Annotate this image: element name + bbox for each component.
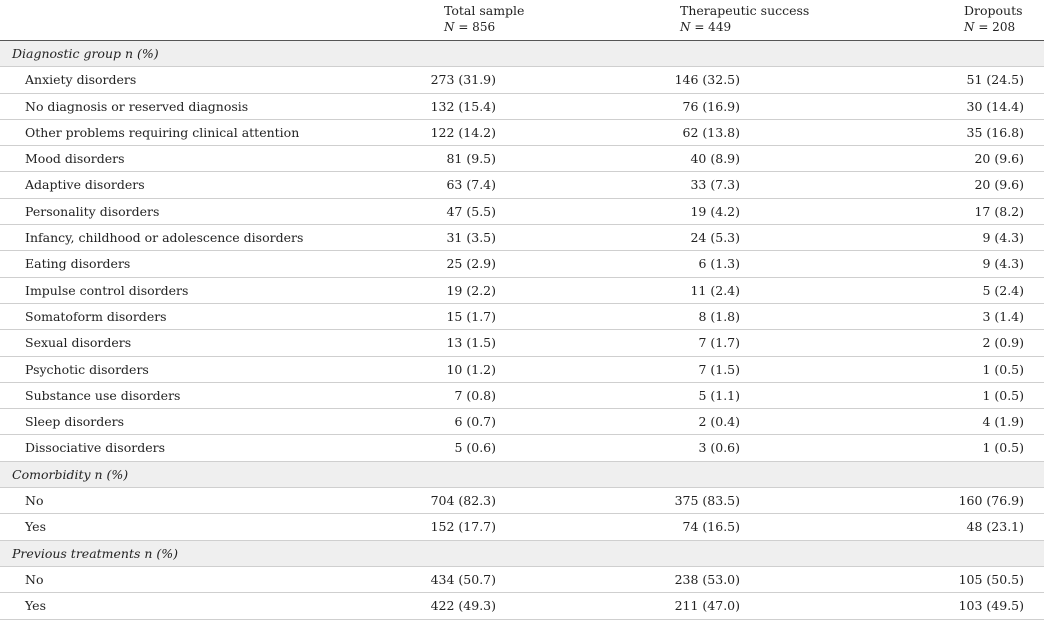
table-row bbox=[0, 94, 1044, 120]
section-title: Comorbidity n (%) bbox=[12, 466, 129, 482]
row-label: Eating disorders bbox=[25, 256, 131, 272]
cell-total-sample: 6 (0.7) bbox=[454, 414, 496, 430]
row-label: Psychotic disorders bbox=[25, 361, 149, 377]
table-row bbox=[0, 409, 1044, 435]
cell-dropouts: 160 (76.9) bbox=[958, 493, 1024, 509]
cell-dropouts: 4 (1.9) bbox=[982, 414, 1024, 430]
header-total-n: N = 856 bbox=[444, 20, 496, 34]
cell-therapeutic-success: 24 (5.3) bbox=[690, 230, 740, 246]
cell-therapeutic-success: 375 (83.5) bbox=[674, 493, 740, 509]
cell-dropouts: 105 (50.5) bbox=[958, 571, 1024, 587]
cell-total-sample: 10 (1.2) bbox=[446, 361, 496, 377]
table-body bbox=[0, 41, 1044, 620]
cell-total-sample: 422 (49.3) bbox=[430, 598, 496, 614]
row-label: No diagnosis or reserved diagnosis bbox=[25, 98, 249, 114]
cell-therapeutic-success: 11 (2.4) bbox=[690, 282, 740, 298]
cell-dropouts: 1 (0.5) bbox=[982, 361, 1024, 377]
header-dropouts-n: N = 208 bbox=[964, 20, 1016, 34]
cell-dropouts: 1 (0.5) bbox=[982, 440, 1024, 456]
table-row bbox=[0, 488, 1044, 514]
row-label: Yes bbox=[25, 598, 46, 614]
header-total-sample bbox=[444, 3, 524, 35]
cell-total-sample: 25 (2.9) bbox=[446, 256, 496, 272]
cell-total-sample: 47 (5.5) bbox=[446, 203, 496, 219]
cell-total-sample: 13 (1.5) bbox=[446, 335, 496, 351]
cell-therapeutic-success: 2 (0.4) bbox=[698, 414, 740, 430]
section-title: Previous treatments n (%) bbox=[12, 545, 179, 561]
table-row bbox=[0, 330, 1044, 356]
section-title: Diagnostic group n (%) bbox=[12, 46, 159, 61]
row-label: No bbox=[25, 493, 44, 509]
row-label: Dissociative disorders bbox=[25, 440, 165, 456]
header-therapeutic-success bbox=[680, 3, 809, 35]
cell-dropouts: 103 (49.5) bbox=[958, 598, 1024, 614]
row-label: Anxiety disorders bbox=[25, 72, 137, 88]
table-row bbox=[0, 593, 1044, 619]
cell-dropouts: 20 (9.6) bbox=[974, 177, 1024, 193]
cell-total-sample: 7 (0.8) bbox=[454, 387, 496, 403]
cell-therapeutic-success: 40 (8.9) bbox=[690, 151, 740, 167]
row-label: Infancy, childhood or adolescence disorders bbox=[25, 230, 304, 246]
table-row bbox=[0, 120, 1044, 146]
cell-dropouts: 9 (4.3) bbox=[982, 230, 1024, 246]
table-row bbox=[0, 357, 1044, 383]
cell-dropouts: 35 (16.8) bbox=[966, 124, 1024, 140]
cell-therapeutic-success: 238 (53.0) bbox=[674, 571, 740, 587]
cell-therapeutic-success: 62 (13.8) bbox=[682, 124, 740, 140]
cell-therapeutic-success: 5 (1.1) bbox=[698, 387, 740, 403]
table-row bbox=[0, 225, 1044, 251]
row-label: Other problems requiring clinical attention bbox=[25, 124, 300, 140]
cell-total-sample: 704 (82.3) bbox=[430, 493, 496, 509]
table-row bbox=[0, 435, 1044, 461]
cell-total-sample: 434 (50.7) bbox=[430, 571, 496, 587]
cell-total-sample: 63 (7.4) bbox=[446, 177, 496, 193]
row-label: Personality disorders bbox=[25, 203, 160, 219]
row-label: Yes bbox=[25, 519, 46, 535]
table-row bbox=[0, 251, 1044, 277]
row-label: No bbox=[25, 571, 44, 587]
row-label: Sexual disorders bbox=[25, 335, 132, 351]
cell-dropouts: 20 (9.6) bbox=[974, 151, 1024, 167]
header-success-title: Therapeutic success bbox=[680, 3, 810, 18]
cell-dropouts: 5 (2.4) bbox=[982, 282, 1024, 298]
cell-total-sample: 152 (17.7) bbox=[430, 519, 496, 535]
cell-total-sample: 81 (9.5) bbox=[446, 151, 496, 167]
row-label: Substance use disorders bbox=[25, 387, 181, 403]
cell-therapeutic-success: 146 (32.5) bbox=[674, 72, 740, 88]
table-row bbox=[0, 567, 1044, 593]
cell-therapeutic-success: 8 (1.8) bbox=[698, 308, 740, 324]
header-dropouts-title: Dropouts bbox=[964, 3, 1023, 18]
cell-therapeutic-success: 76 (16.9) bbox=[682, 98, 740, 114]
cell-total-sample: 5 (0.6) bbox=[454, 440, 496, 456]
cell-total-sample: 31 (3.5) bbox=[446, 230, 496, 246]
table-row bbox=[0, 67, 1044, 93]
header-dropouts bbox=[964, 3, 1023, 35]
header-total-title: Total sample bbox=[444, 3, 525, 18]
cell-therapeutic-success: 74 (16.5) bbox=[682, 519, 740, 535]
cell-therapeutic-success: 7 (1.7) bbox=[698, 335, 740, 351]
cell-total-sample: 19 (2.2) bbox=[446, 282, 496, 298]
cell-total-sample: 132 (15.4) bbox=[430, 98, 496, 114]
table-header bbox=[0, 0, 1044, 41]
row-label: Adaptive disorders bbox=[25, 177, 145, 193]
section-header-row bbox=[0, 541, 1044, 567]
table-row bbox=[0, 383, 1044, 409]
section-header-row bbox=[0, 462, 1044, 488]
row-label: Sleep disorders bbox=[25, 414, 125, 430]
row-label: Somatoform disorders bbox=[25, 308, 167, 324]
cell-therapeutic-success: 33 (7.3) bbox=[690, 177, 740, 193]
table-row bbox=[0, 199, 1044, 225]
row-label: Mood disorders bbox=[25, 151, 125, 167]
section-header-row bbox=[0, 41, 1044, 67]
cell-dropouts: 3 (1.4) bbox=[982, 308, 1024, 324]
cell-dropouts: 17 (8.2) bbox=[974, 203, 1024, 219]
row-label: Impulse control disorders bbox=[25, 282, 189, 298]
table-row bbox=[0, 146, 1044, 172]
cell-therapeutic-success: 6 (1.3) bbox=[698, 256, 740, 272]
table-row bbox=[0, 278, 1044, 304]
cell-therapeutic-success: 19 (4.2) bbox=[690, 203, 740, 219]
cell-dropouts: 51 (24.5) bbox=[966, 72, 1024, 88]
cell-dropouts: 1 (0.5) bbox=[982, 387, 1024, 403]
cell-total-sample: 15 (1.7) bbox=[446, 308, 496, 324]
table-row bbox=[0, 172, 1044, 198]
cell-dropouts: 48 (23.1) bbox=[966, 519, 1024, 535]
cell-total-sample: 273 (31.9) bbox=[430, 72, 496, 88]
table-row bbox=[0, 514, 1044, 540]
header-success-n: N = 449 bbox=[680, 20, 732, 34]
cell-dropouts: 9 (4.3) bbox=[982, 256, 1024, 272]
cell-therapeutic-success: 3 (0.6) bbox=[698, 440, 740, 456]
cell-dropouts: 30 (14.4) bbox=[966, 98, 1024, 114]
cell-therapeutic-success: 7 (1.5) bbox=[698, 361, 740, 377]
cell-therapeutic-success: 211 (47.0) bbox=[674, 598, 740, 614]
cell-total-sample: 122 (14.2) bbox=[430, 124, 496, 140]
cell-dropouts: 2 (0.9) bbox=[982, 335, 1024, 351]
table-row bbox=[0, 304, 1044, 330]
